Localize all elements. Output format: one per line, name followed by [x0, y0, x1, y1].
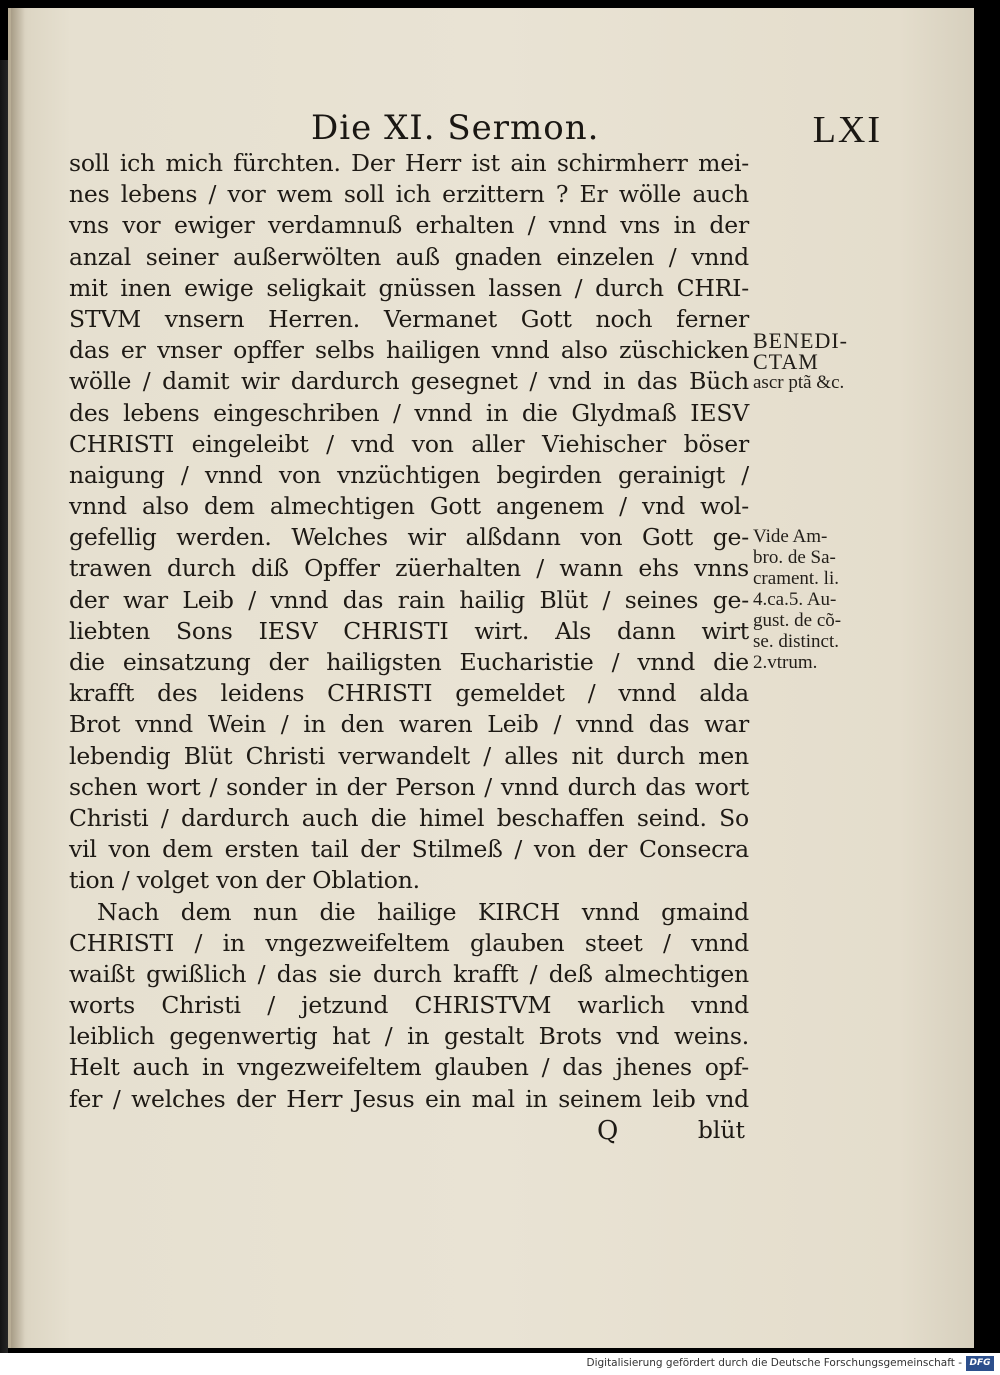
text-line: CHRISTI / in vngezweifeltem glauben steet / vnnd	[69, 928, 749, 957]
text-line: worts Christi / jetzund CHRISTVM warlich vnnd	[69, 991, 749, 1020]
marginal-note-benedictam	[753, 330, 848, 393]
text-line: krafft des leidens CHRISTI gemeldet / vnnd alda	[69, 679, 749, 708]
catchword-row	[69, 1116, 749, 1150]
signature-mark: Q	[597, 1116, 619, 1146]
text-line: nes lebens / vor wem soll ich erzittern ? Er wölle auch	[69, 180, 749, 209]
running-title: Die XI. Sermon.	[311, 108, 600, 148]
text-line: CHRISTI eingeleibt / vnd von aller Viehischer böser	[69, 429, 749, 458]
main-text-block	[69, 148, 749, 1115]
marginal-line: 2.vtrum.	[753, 652, 818, 673]
marginal-line: crament. li.	[753, 568, 839, 589]
text-line: die einsatzung der hailigsten Eucharistie / vnnd die	[69, 648, 749, 676]
text-line: der war Leib / vnnd das rain hailig Blüt / seines ge-	[69, 585, 749, 614]
text-line: liebten Sons IESV CHRISTI wirt. Als dann wirt	[69, 616, 749, 645]
dfg-logo-icon: DFG	[966, 1356, 994, 1371]
text-line: mit inen ewige seligkait gnüssen lassen / durch CHRI-	[69, 273, 749, 302]
text-line: Helt auch in vngezweifeltem glauben / das jhenes opf-	[69, 1053, 749, 1082]
scan-left-edge	[0, 60, 8, 1360]
text-line: schen wort / sonder in der Person / vnnd durch das wort	[69, 772, 749, 801]
text-line: des lebens eingeschriben / vnnd in die Glydmaß IESV	[69, 398, 749, 427]
text-line: soll ich mich fürchten. Der Herr ist ain schirmherr mei-	[69, 149, 749, 177]
marginal-line: CTAM	[753, 349, 819, 374]
text-line: tion / volget von der Oblation.	[69, 866, 420, 895]
book-page	[8, 8, 977, 1348]
marginal-line: se. distinct.	[753, 631, 840, 652]
text-line: STVM vnsern Herren. Vermanet Gott noch ferner	[69, 304, 749, 333]
marginal-line: gust. de cõ-	[753, 610, 842, 631]
text-line: anzal seiner außerwölten auß gnaden einzelen / vnnd	[69, 242, 749, 271]
digitization-footer	[0, 1353, 1000, 1375]
marginal-line: ascr ptã &c.	[753, 372, 845, 393]
paragraph-start-line: Nach dem nun die hailige KIRCH vnnd gmaind	[97, 897, 749, 926]
text-line: vil von dem ersten tail der Stilmeß / von der Consecra	[69, 835, 749, 864]
text-line: Christi / dardurch auch die himel beschaffen seind. So	[69, 803, 749, 832]
marginal-line: Vide Am-	[753, 526, 828, 547]
text-line: gefellig werden. Welches wir alßdann von Gott ge-	[69, 523, 749, 552]
text-line: trawen durch diß Opffer züerhalten / wann ehs vnns	[69, 554, 749, 583]
marginal-line: 4.ca.5. Au-	[753, 589, 837, 610]
text-line: waißt gwißlich / das sie durch krafft / deß almechtigen	[69, 959, 749, 988]
funding-credit: Digitalisierung gefördert durch die Deutsche Forschungsgemeinschaft -	[586, 1357, 962, 1369]
scan-right-edge	[974, 8, 1000, 1348]
text-line: naigung / vnnd von vnzüchtigen begirden gerainigt /	[69, 460, 749, 489]
text-line: fer / welches der Herr Jesus ein mal in seinem leib vnd	[69, 1084, 749, 1113]
text-line: leiblich gegenwertig hat / in gestalt Brots vnd weins.	[69, 1022, 749, 1051]
folio-number: LXI	[812, 109, 882, 151]
marginal-line: BENEDI-	[753, 328, 848, 353]
text-line: vns vor ewiger verdamnuß erhalten / vnnd vns in der	[69, 211, 749, 240]
text-line: das er vnser opffer selbs hailigen vnnd also züschicken	[69, 336, 749, 365]
text-line: wölle / damit wir dardurch gesegnet / vnd in das Büch	[69, 367, 749, 396]
marginal-note-ambrose	[753, 526, 841, 673]
text-line: lebendig Blüt Christi verwandelt / alles nit durch men	[69, 741, 749, 770]
text-line: vnnd also dem almechtigen Gott angenem / vnd wol-	[69, 492, 749, 521]
marginal-line: bro. de Sa-	[753, 547, 836, 568]
text-line: Brot vnnd Wein / in den waren Leib / vnnd das war	[69, 710, 749, 739]
catchword: blüt	[697, 1116, 745, 1144]
